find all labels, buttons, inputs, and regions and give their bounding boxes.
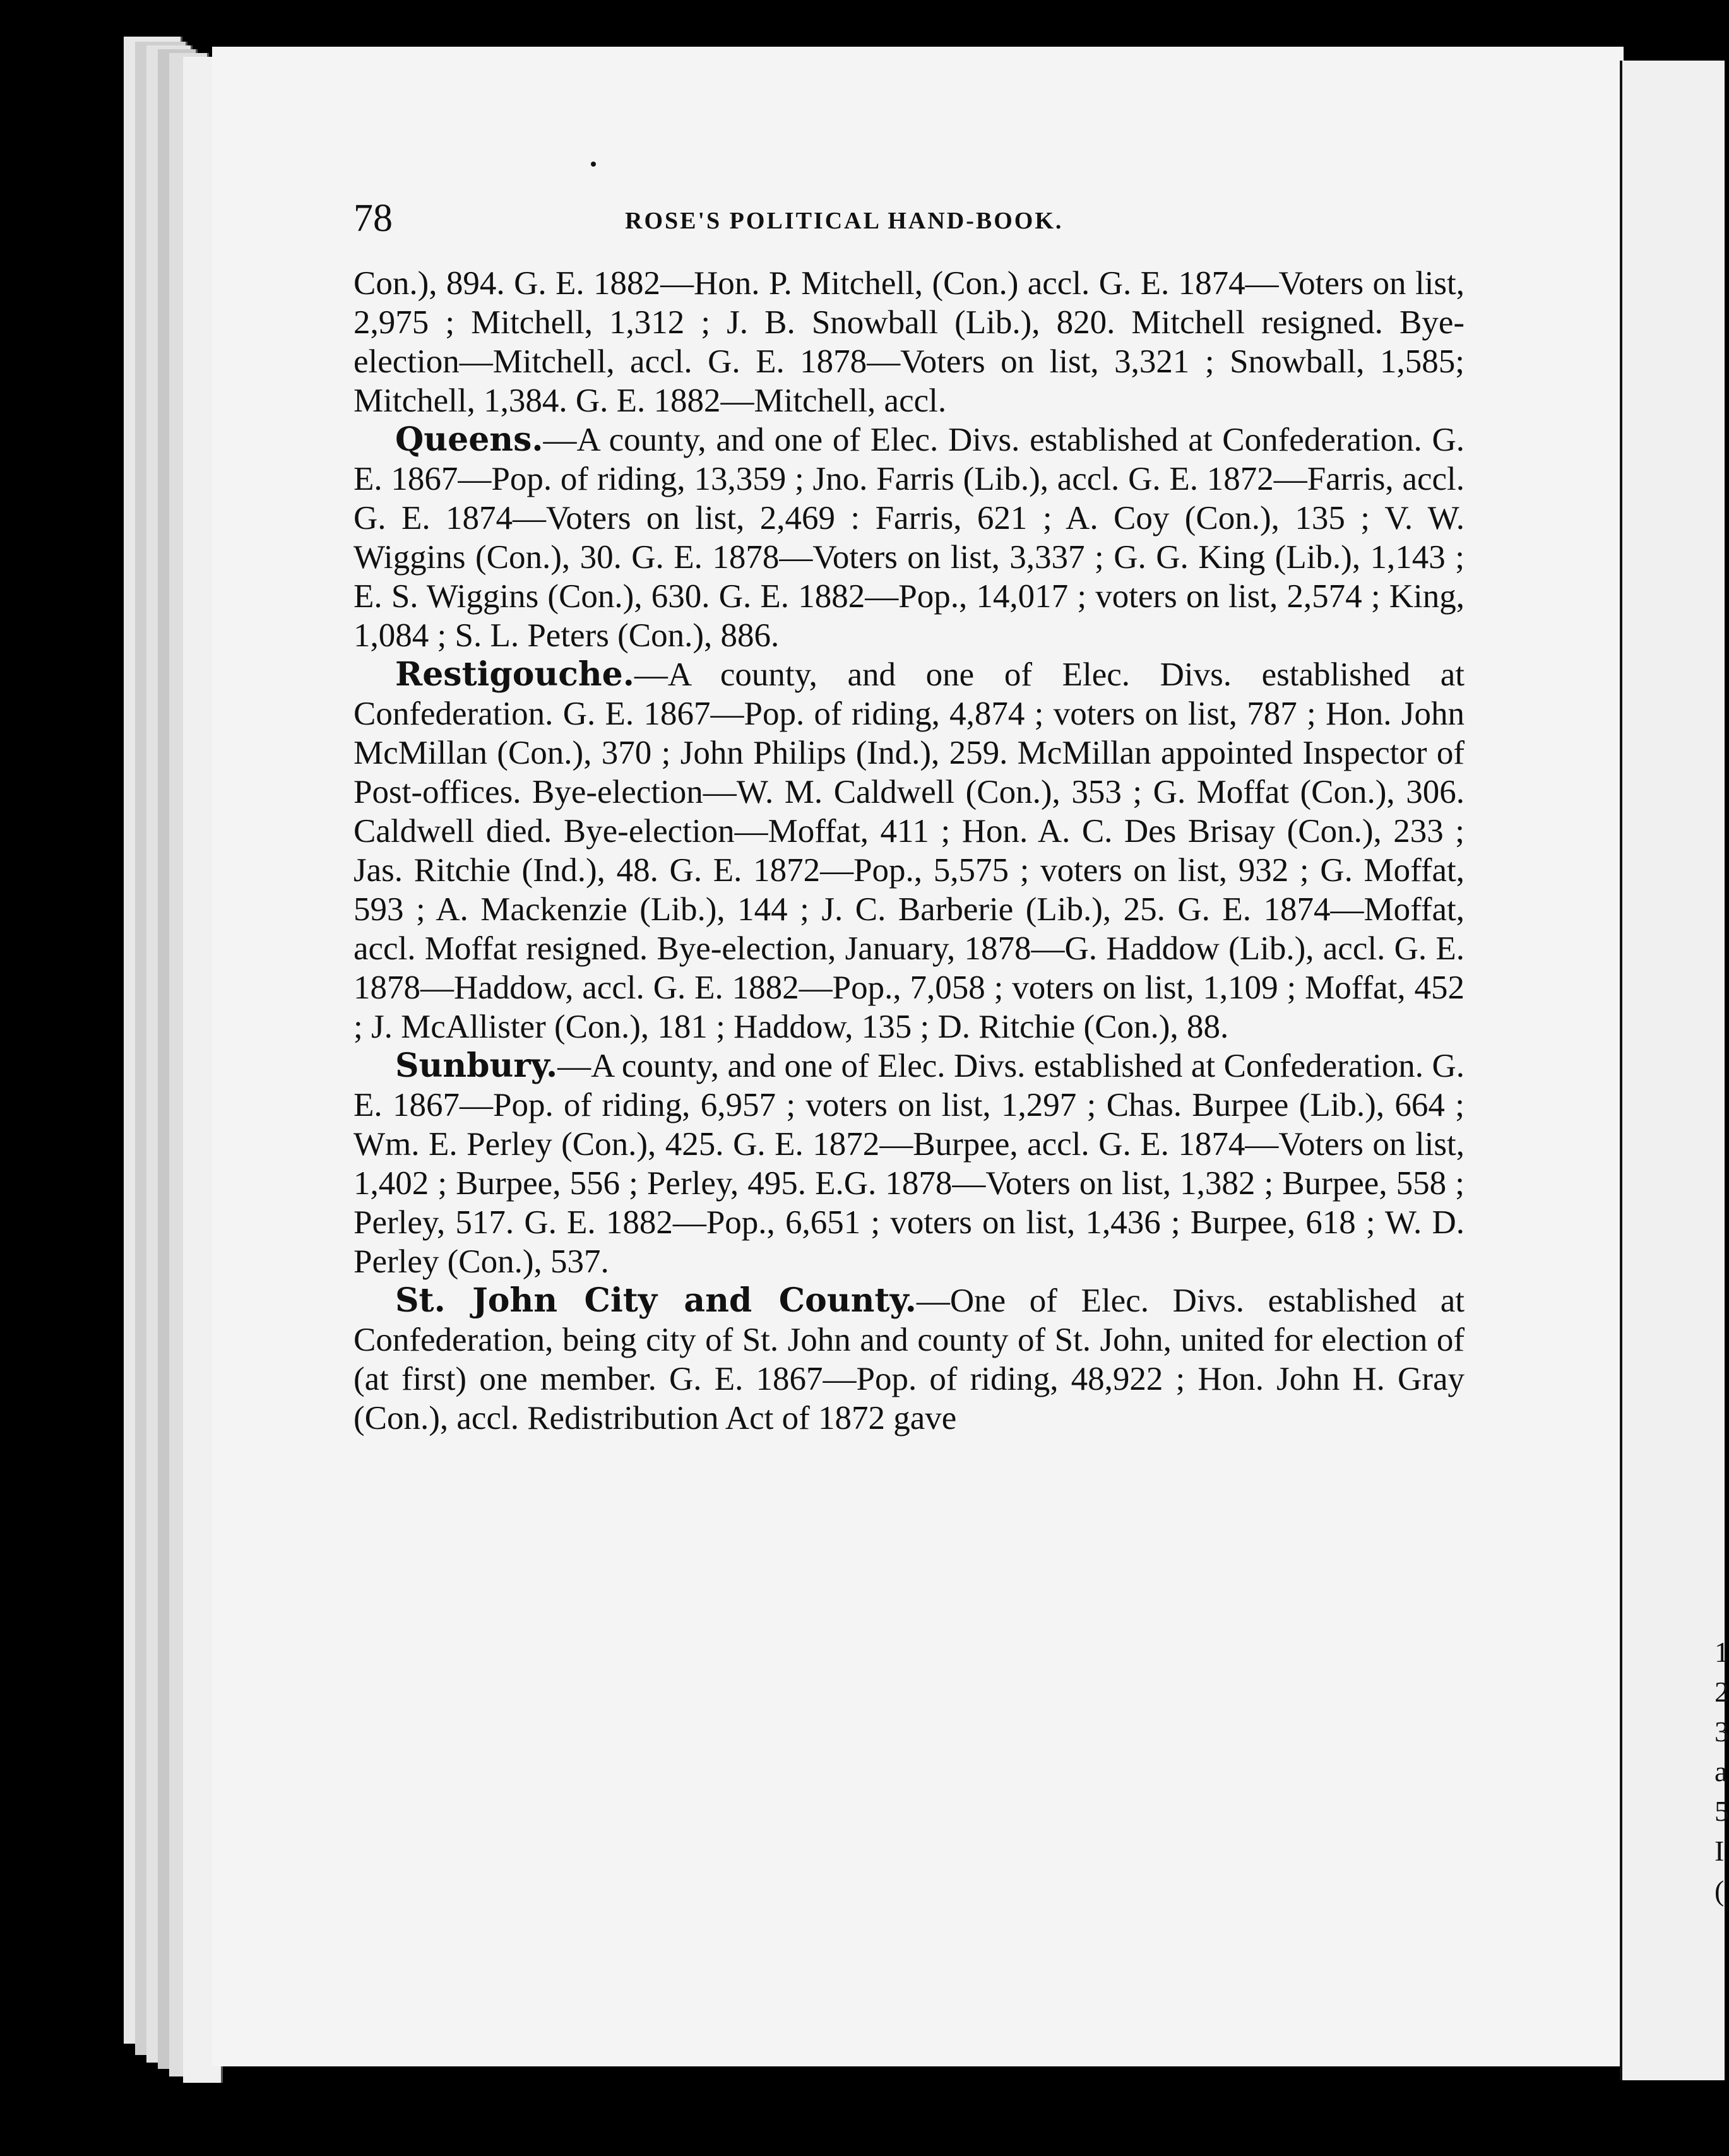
entry-st-john [354, 1281, 1465, 1438]
right-page-margin-text: 1 2 3 a 5 I ( [1714, 1636, 1729, 1907]
page-header [354, 193, 1521, 244]
county-name: Restigouche. [395, 655, 634, 694]
entry-text: —One of Elec. Divs. established at Confederation, being city of St. John and county of St. John, united for election of (at first) one member. G. E. 1867—Pop. of riding, 48,922 ; Hon. John H. Gray (Con.), accl. Redistribution Act of 1872 gave [354, 1282, 1465, 1436]
county-name: Queens. [395, 420, 544, 459]
right-page [1620, 61, 1729, 2080]
county-name: St. John City and County. [395, 1281, 917, 1320]
ink-speck [591, 162, 596, 167]
entry-text: —A county, and one of Elec. Divs. established at Confederation. G. E. 1867—Pop. of riding, 6,957 ; voters on list, 1,297 ; Chas. Burpee (Lib.), 664 ; Wm. E. Perley (Con.), 425. G. E. 1872—Burpee, accl. G. E. 1874—Voters on list, 1,402 ; Burpee, 556 ; Perley, 495. E.G. 1878—Voters on list, 1,382 ; Burpee, 558 ; Perley, 517. G. E. 1882—Pop., 6,651 ; voters on list, 1,436 ; Burpee, 618 ; W. D. Perley (Con.), 537. [354, 1048, 1465, 1280]
body-text [354, 264, 1465, 1438]
entry-restigouche [354, 655, 1465, 1046]
running-head: ROSE'S POLITICAL HAND-BOOK. [625, 208, 1064, 234]
entry-text: —A county, and one of Elec. Divs. established at Confederation. G. E. 1867—Pop. of riding, 13,359 ; Jno. Farris (Lib.), accl. G. E. 1872—Farris, accl. G. E. 1874—Voters on list, 2,469 : Farris, 621 ; A. Coy (Con.), 135 ; V. W. Wiggins (Con.), 30. G. E. 1878—Voters on list, 3,337 ; G. G. King (Lib.), 1,143 ; E. S. Wiggins (Con.), 630. G. E. 1882—Pop., 14,017 ; voters on list, 2,574 ; King, 1,084 ; S. L. Peters (Con.), 886. [354, 422, 1465, 654]
entry-queens [354, 420, 1465, 655]
entry-text: —A county, and one of Elec. Divs. established at Confederation. G. E. 1867—Pop. of riding, 4,874 ; voters on list, 787 ; Hon. John McMillan (Con.), 370 ; John Philips (Ind.), 259. McMillan appointed Inspector of Post-offices. Bye-election—W. M. Caldwell (Con.), 353 ; G. Moffat (Con.), 306. Caldwell died. Bye-election—Moffat, 411 ; Hon. A. C. Des Brisay (Con.), 233 ; Jas. Ritchie (Ind.), 48. G. E. 1872—Pop., 5,575 ; voters on list, 932 ; G. Moffat, 593 ; A. Mackenzie (Lib.), 144 ; J. C. Barberie (Lib.), 25. G. E. 1874—Moffat, accl. Moffat resigned. Bye-election, January, 1878—G. Haddow (Lib.), accl. G. E. 1878—Haddow, accl. G. E. 1882—Pop., 7,058 ; voters on list, 1,109 ; Moffat, 452 ; J. McAllister (Con.), 181 ; Haddow, 135 ; D. Ritchie (Con.), 88. [354, 656, 1465, 1045]
entry-sunbury [354, 1046, 1465, 1281]
page-number: 78 [354, 197, 393, 240]
county-name: Sunbury. [395, 1046, 558, 1085]
continuation-paragraph: Con.), 894. G. E. 1882—Hon. P. Mitchell, (Con.) accl. G. E. 1874—Voters on list, 2,975 ; Mitchell, 1,312 ; J. B. Snowball (Lib.), 820. Mitchell resigned. Bye-election—Mitchell, accl. G. E. 1878—Voters on list, 3,321 ; Snowball, 1,585; Mitchell, 1,384. G. E. 1882—Mitchell, accl. [354, 265, 1465, 419]
